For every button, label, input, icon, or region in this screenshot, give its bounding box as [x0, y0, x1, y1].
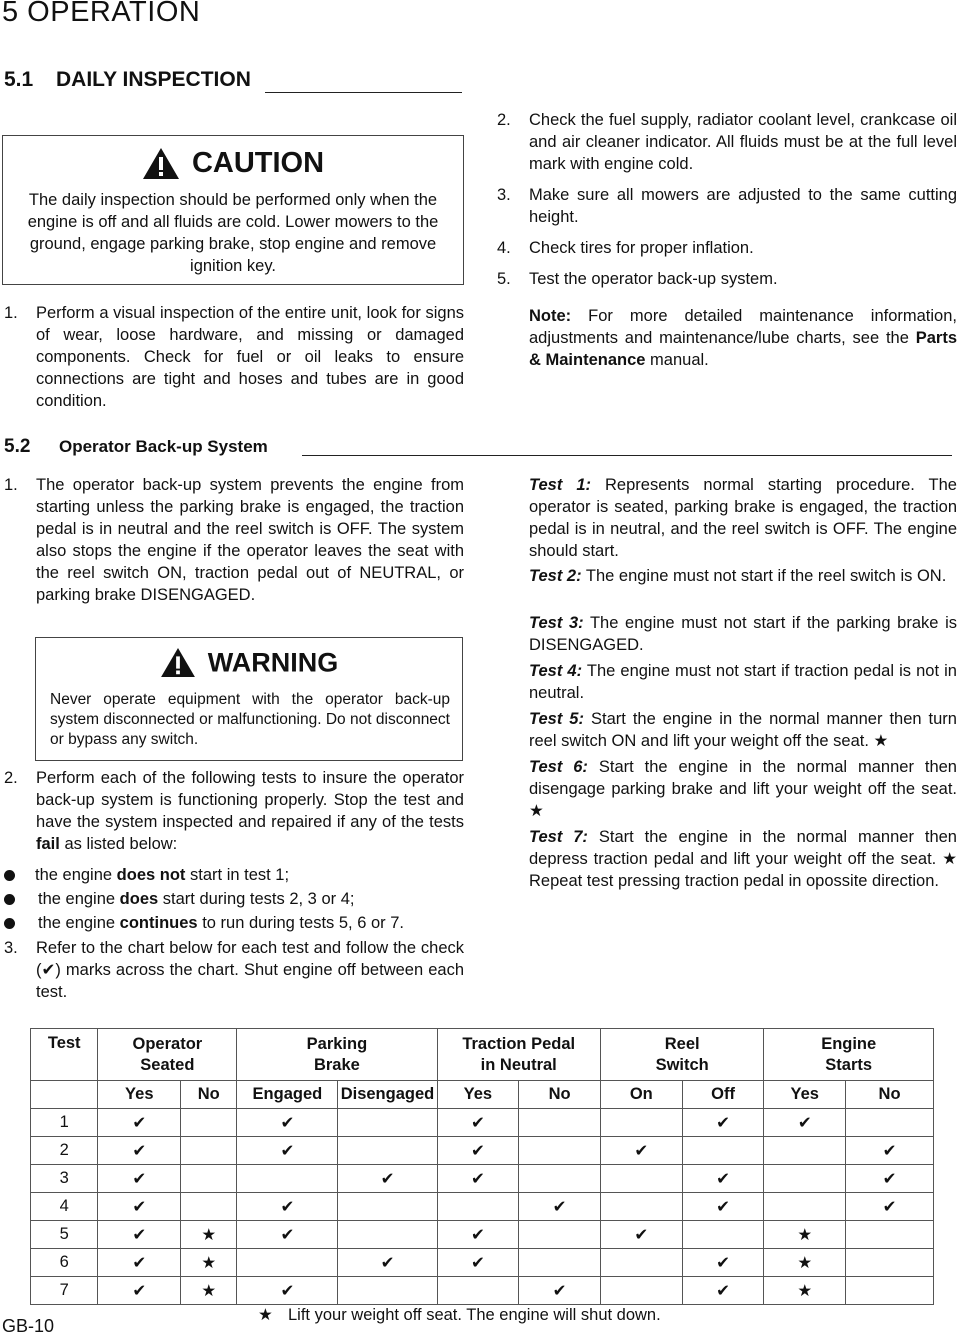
test-number-cell: 1	[31, 1109, 98, 1137]
test-text: The engine must not start if traction pedal is not in neutral.	[529, 662, 957, 702]
subheader-cell: Off	[682, 1081, 764, 1109]
star-cell: ★	[181, 1221, 237, 1249]
bullet-text: the engine does not start in test 1;	[35, 866, 290, 884]
check-mark-cell: ✔	[98, 1137, 181, 1165]
table-cell	[181, 1165, 237, 1193]
table-cell	[846, 1109, 934, 1137]
warning-box	[35, 637, 463, 761]
check-mark-cell: ✔	[600, 1137, 682, 1165]
caution-text: The daily inspection should be performed only when the engine is off and all fluids are cold. Lower mowers to the ground, engage parking brake, stop engine and remove ignition key.	[27, 191, 439, 275]
table-cell	[237, 1249, 338, 1277]
table-cell	[846, 1221, 934, 1249]
header-test: Test	[31, 1029, 98, 1081]
table-cell	[338, 1277, 437, 1305]
table-row	[31, 1277, 934, 1305]
table-cell	[237, 1165, 338, 1193]
subheader-cell: Disengaged	[338, 1081, 437, 1109]
check-mark-cell: ✔	[846, 1137, 934, 1165]
check-mark-cell: ✔	[98, 1277, 181, 1305]
test-label: Test 6:	[529, 758, 588, 776]
header-reel-switch: Reel Switch	[600, 1029, 763, 1081]
list-item	[497, 237, 957, 259]
table-cell	[181, 1109, 237, 1137]
caution-title	[3, 146, 463, 180]
list-text-a: Refer to the chart below for each test and follow the check (	[36, 939, 464, 979]
table-cell	[519, 1249, 601, 1277]
list-item	[497, 268, 957, 290]
list-text: Check the fuel supply, radiator coolant level, crankcase oil and air cleaner indicator. All fluids must be at the full level mark with engine cold.	[529, 111, 957, 173]
star-cell: ★	[764, 1277, 846, 1305]
list-text	[36, 937, 464, 1003]
subheader-cell: Engaged	[237, 1081, 338, 1109]
star-icon: ★	[258, 1306, 273, 1324]
test-description	[529, 612, 957, 656]
test-number-cell: 4	[31, 1193, 98, 1221]
subheader-cell: Yes	[98, 1081, 181, 1109]
bullet-dot-icon	[4, 870, 15, 881]
table-cell	[437, 1277, 519, 1305]
bullet-dot-icon	[4, 918, 15, 929]
check-mark-cell: ✔	[237, 1109, 338, 1137]
header-traction-pedal: Traction Pedal in Neutral	[437, 1029, 600, 1081]
check-mark-cell: ✔	[600, 1221, 682, 1249]
header-parking-brake: Parking Brake	[237, 1029, 437, 1081]
check-mark-cell: ✔	[237, 1277, 338, 1305]
subheader-cell: Yes	[437, 1081, 519, 1109]
test-label: Test 3:	[529, 614, 584, 632]
check-mark-cell: ✔	[98, 1193, 181, 1221]
list-number: 4.	[497, 239, 511, 257]
test-label: Test 5:	[529, 710, 584, 728]
section-rule	[265, 92, 462, 93]
list-text-a: Perform each of the following tests to insure the operator back-up system is functioning properly. Stop the test and have the system inspected and repaired if any of the tests	[36, 769, 464, 831]
check-mark-cell: ✔	[98, 1109, 181, 1137]
list-text: The operator back-up system prevents the engine from starting unless the parking brake is engaged, the traction pedal is in neutral and the reel switch is OFF. The system also stops the engine if the operator leaves the seat with the reel switch ON, traction pedal out of NEUTRAL, or parking brake DISENGAGED.	[36, 476, 464, 604]
subheader-cell	[31, 1081, 98, 1109]
table-cell	[600, 1109, 682, 1137]
section-rule	[302, 455, 952, 456]
maintenance-note	[529, 305, 957, 371]
list-number: 2.	[497, 111, 511, 129]
subheader-cell: Yes	[764, 1081, 846, 1109]
list-number: 1.	[4, 304, 18, 322]
warning-triangle-icon	[160, 647, 196, 678]
page-title: 5 OPERATION	[2, 0, 201, 28]
check-mark-cell: ✔	[437, 1109, 519, 1137]
check-mark-cell: ✔	[437, 1137, 519, 1165]
test-number-cell: 3	[31, 1165, 98, 1193]
test-text: Start the engine in the normal manner then depress traction pedal and lift your weight off the seat. ★ Repeat test pressing traction pedal in opossite direction.	[529, 828, 957, 890]
warning-triangle-icon	[142, 147, 180, 180]
test-text: Start the engine in the normal manner then turn reel switch ON and lift your weight off the seat. ★	[529, 710, 957, 750]
table-cell	[846, 1249, 934, 1277]
subheader-cell: No	[181, 1081, 237, 1109]
test-number-cell: 7	[31, 1277, 98, 1305]
test-label: Test 4:	[529, 662, 583, 680]
subheader-cell: On	[600, 1081, 682, 1109]
table-cell	[519, 1137, 601, 1165]
check-mark-cell: ✔	[682, 1109, 764, 1137]
list-text	[36, 767, 464, 855]
test-number-cell: 5	[31, 1221, 98, 1249]
star-cell: ★	[764, 1221, 846, 1249]
table-body	[31, 1109, 934, 1305]
test-number-cell: 6	[31, 1249, 98, 1277]
section-heading-daily-inspection	[4, 68, 264, 92]
section-heading-operator-backup	[4, 436, 268, 458]
check-mark-cell: ✔	[237, 1221, 338, 1249]
list-number: 5.	[497, 270, 511, 288]
section-title: Operator Back-up System	[59, 437, 268, 456]
table-cell	[181, 1193, 237, 1221]
table-row	[31, 1137, 934, 1165]
check-mark-cell: ✔	[682, 1249, 764, 1277]
subheader-cell: No	[846, 1081, 934, 1109]
list-number: 3.	[4, 939, 18, 957]
table-cell	[519, 1109, 601, 1137]
table-row	[31, 1109, 934, 1137]
test-number-cell: 2	[31, 1137, 98, 1165]
test-label: Test 7:	[529, 828, 588, 846]
list-item	[4, 302, 464, 412]
table-cell	[519, 1165, 601, 1193]
test-label: Test 1:	[529, 476, 591, 494]
list-text-b: ) marks across the chart. Shut engine off between each test.	[36, 961, 464, 1001]
warning-text: Never operate equipment with the operator back-up system disconnected or malfunctioning. Do not disconnect or bypass any switch.	[50, 691, 450, 748]
list-number: 3.	[497, 186, 511, 204]
test-text: The engine must not start if the parking brake is DISENGAGED.	[529, 614, 957, 654]
section-title: DAILY INSPECTION	[56, 68, 251, 91]
table-row	[31, 1165, 934, 1193]
table-cell	[338, 1109, 437, 1137]
list-number: 2.	[4, 769, 18, 787]
table-row	[31, 1193, 934, 1221]
star-cell: ★	[181, 1249, 237, 1277]
table-cell	[764, 1137, 846, 1165]
table-cell	[682, 1221, 764, 1249]
test-label: Test 2:	[529, 567, 582, 585]
header-operator-seated: Operator Seated	[98, 1029, 237, 1081]
list-text-b: as listed below:	[64, 835, 178, 853]
test-description	[529, 708, 957, 752]
backup-test-chart	[30, 1028, 934, 1305]
table-cell	[338, 1137, 437, 1165]
check-mark-cell: ✔	[237, 1193, 338, 1221]
table-cell	[181, 1137, 237, 1165]
list-number: 1.	[4, 476, 18, 494]
list-text: Test the operator back-up system.	[529, 270, 778, 288]
page-number: GB-10	[2, 1316, 55, 1336]
test-description	[529, 474, 957, 562]
check-mark-cell: ✔	[519, 1193, 601, 1221]
table-cell	[600, 1165, 682, 1193]
test-description	[529, 660, 957, 704]
warning-label: WARNING	[207, 647, 339, 678]
list-item	[497, 184, 957, 228]
subheader-cell: No	[519, 1081, 601, 1109]
bullet-dot-icon	[4, 894, 15, 905]
test-description	[529, 565, 957, 587]
check-mark-cell: ✔	[846, 1165, 934, 1193]
table-cell	[764, 1193, 846, 1221]
table-row	[31, 1249, 934, 1277]
check-mark-cell: ✔	[437, 1165, 519, 1193]
table-cell	[764, 1165, 846, 1193]
list-item	[4, 474, 464, 628]
footnote	[258, 1305, 661, 1325]
table-header-row	[31, 1029, 934, 1081]
check-mark-cell: ✔	[98, 1221, 181, 1249]
star-cell: ★	[181, 1277, 237, 1305]
table-row	[31, 1221, 934, 1249]
check-mark-cell: ✔	[338, 1249, 437, 1277]
list-text: Check tires for proper inflation.	[529, 239, 754, 257]
note-text: For more detailed maintenance information, adjustments and maintenance/lube charts, see the	[529, 307, 957, 347]
check-mark-cell: ✔	[437, 1221, 519, 1249]
list-item	[4, 937, 464, 1003]
table-cell	[846, 1277, 934, 1305]
check-mark-cell: ✔	[98, 1249, 181, 1277]
star-cell: ★	[764, 1249, 846, 1277]
list-item	[4, 767, 464, 855]
list-text: Make sure all mowers are adjusted to the same cutting height.	[529, 186, 957, 226]
test-text: The engine must not start if the reel switch is ON.	[585, 567, 947, 585]
list-text: Perform a visual inspection of the entire unit, look for signs of wear, loose hardware, and missing or damaged components. Check for fuel or oil leaks to ensure connections are tight and hoses and tubes are in good condition.	[36, 304, 464, 410]
section-number: 5.2	[4, 436, 31, 457]
check-mark-cell: ✔	[846, 1193, 934, 1221]
warning-title	[36, 646, 462, 678]
table-cell	[338, 1221, 437, 1249]
check-mark-cell: ✔	[437, 1249, 519, 1277]
footnote-text: Lift your weight off seat. The engine will shut down.	[288, 1306, 661, 1324]
check-mark-cell: ✔	[338, 1165, 437, 1193]
check-mark-cell: ✔	[682, 1277, 764, 1305]
check-mark-cell: ✔	[519, 1277, 601, 1305]
test-description	[529, 756, 957, 822]
table-cell	[437, 1193, 519, 1221]
test-text: Start the engine in the normal manner then disengage parking brake and lift your weight off the seat. ★	[529, 758, 957, 820]
table-cell	[600, 1193, 682, 1221]
check-mark-cell: ✔	[682, 1165, 764, 1193]
section-number: 5.1	[4, 68, 34, 91]
test-description	[529, 826, 957, 892]
caution-box	[2, 135, 464, 285]
note-text-end: manual.	[650, 351, 709, 369]
check-mark-icon: ✔	[41, 961, 56, 979]
check-mark-cell: ✔	[237, 1137, 338, 1165]
header-engine-starts: Engine Starts	[764, 1029, 934, 1081]
table-subheader-row	[31, 1081, 934, 1109]
bullet-text: the engine does start during tests 2, 3 or 4;	[38, 890, 355, 908]
note-label: Note:	[529, 307, 572, 325]
table-cell	[338, 1193, 437, 1221]
manual-name: Parts & Maintenance	[529, 329, 957, 369]
table-cell	[519, 1221, 601, 1249]
check-mark-cell: ✔	[764, 1109, 846, 1137]
check-mark-cell: ✔	[682, 1193, 764, 1221]
list-item	[497, 109, 957, 175]
fail-word: fail	[36, 835, 60, 853]
table-cell	[600, 1277, 682, 1305]
caution-label: CAUTION	[191, 146, 325, 179]
table-cell	[682, 1137, 764, 1165]
bullet-text: the engine continues to run during tests 5, 6 or 7.	[38, 914, 404, 932]
check-mark-cell: ✔	[98, 1165, 181, 1193]
table-cell	[600, 1249, 682, 1277]
test-text: Represents normal starting procedure. The operator is seated, parking brake is engaged, the traction pedal is in neutral, and the reel switch is OFF. The engine should start.	[529, 476, 957, 560]
